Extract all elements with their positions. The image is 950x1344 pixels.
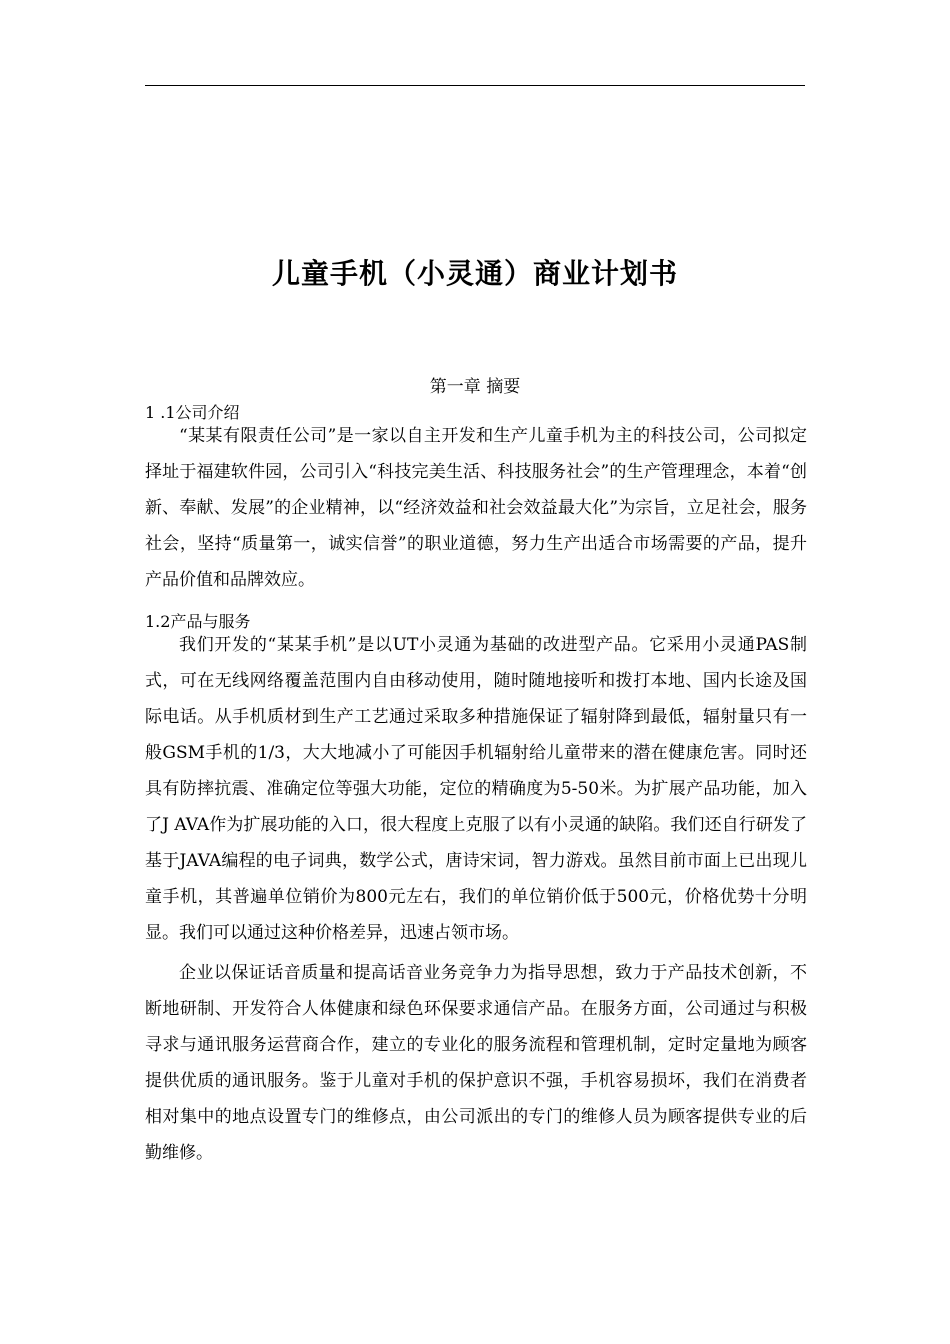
section-heading-products: 1.2产品与服务 [145, 612, 251, 631]
chapter-heading: 第一章 摘要 [429, 377, 521, 397]
document-title: 儿童手机（小灵通）商业计划书 [271, 257, 678, 290]
section-body-company [145, 418, 807, 598]
paragraph: 企业以保证话音质量和提高话音业务竞争力为指导思想，致力于产品技术创新，不断地研制、开发符合人体健康和绿色环保要求通信产品。在服务方面，公司通过与积极寻求与通讯服务运营商合作，建立的专业化的服务流程和管理机制，定时定量地为顾客提供优质的通讯服务。鉴于儿童对手机的保护意识不强，手机容易损坏，我们在消费者相对集中的地点设置专门的维修点，由公司派出的专门的维修人员为顾客提供专业的后勤维修。 [145, 963, 807, 1163]
header-rule [145, 85, 805, 86]
section-body-products [145, 627, 807, 1171]
section-heading-company: 1 .1公司介绍 [145, 403, 240, 422]
paragraph: “某某有限责任公司”是一家以自主开发和生产儿童手机为主的科技公司，公司拟定择址于福建软件园，公司引入“科技完美生活、科技服务社会”的生产管理理念，本着“创新、奉献、发展”的企业精神，以“经济效益和社会效益最大化”为宗旨，立足社会，服务社会，坚持“质量第一，诚实信誉”的职业道德，努力生产出适合市场需要的产品，提升产品价值和品牌效应。 [145, 426, 807, 590]
paragraph: 我们开发的“某某手机”是以UT小灵通为基础的改进型产品。它采用小灵通PAS制式，可在无线网络覆盖范围内自由移动使用，随时随地接听和拨打本地、国内长途及国际电话。从手机质材到生产工艺通过采取多种措施保证了辐射降到最低，辐射量只有一般GSM手机的1/3，大大地减小了可能因手机辐射给儿童带来的潜在健康危害。同时还具有防摔抗震、准确定位等强大功能，定位的精确度为5-50米。为扩展产品功能，加入了J AVA作为扩展功能的入口，很大程度上克服了以有小灵通的缺陷。我们还自行研发了基于JAVA编程的电子词典，数学公式，唐诗宋词，智力游戏。虽然目前市面上已出现儿童手机，其普遍单位销价为800元左右，我们的单位销价低于500元，价格优势十分明显。我们可以通过这种价格差异，迅速占领市场。 [145, 635, 807, 943]
